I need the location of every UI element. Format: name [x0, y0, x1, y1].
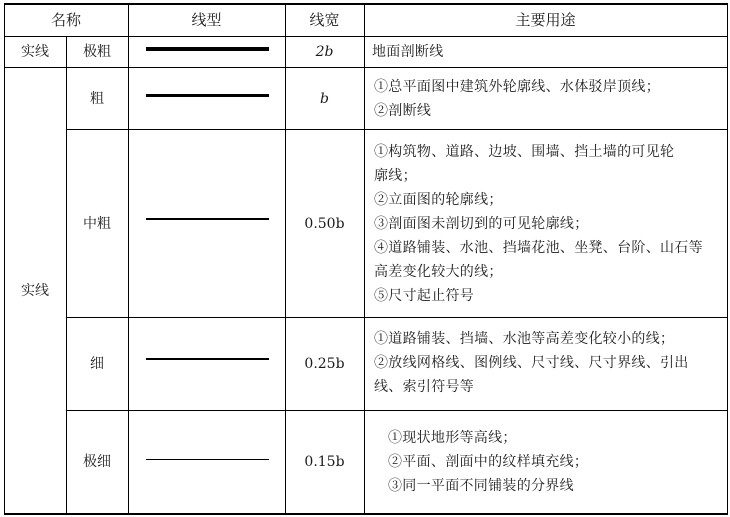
header-usage: 主要用途: [515, 10, 576, 29]
header-linetype: 线型: [191, 10, 222, 29]
header-width: 线宽: [309, 10, 340, 29]
row5-width: 0.15b: [304, 454, 345, 470]
row4-line-sample: [146, 358, 269, 360]
row5-usage: ①现状地形等高线； ②平面、剖面中的纹样填充线； ③同一平面不同铺装的分界线: [388, 430, 589, 494]
rule-row4: [66, 410, 728, 411]
row1-category: 实线: [21, 44, 49, 60]
row1-subtype: 极粗: [83, 44, 111, 60]
row3-width: 0.50b: [304, 215, 345, 232]
row2-usage: ①总平面图中建筑外轮廓线、水体驳岸顶线； ②剖断线: [374, 79, 660, 119]
row5-line-sample: [146, 459, 269, 460]
row4-subtype: 细: [90, 356, 104, 372]
row4-width: 0.25b: [304, 356, 345, 372]
rule-usage-left: [364, 3, 365, 515]
header-name: 名称: [50, 10, 81, 29]
row1-width: 2b: [315, 44, 334, 60]
rule-row2: [66, 129, 728, 130]
row1-line-sample: [146, 47, 269, 51]
row2-line-sample: [146, 94, 269, 97]
row3-line-sample: [146, 218, 269, 220]
rule-bottom: [4, 513, 728, 515]
rule-right: [727, 3, 728, 515]
row2-subtype: 粗: [90, 90, 104, 107]
merged-category: 实线: [21, 282, 49, 299]
row5-subtype: 极细: [83, 454, 111, 470]
row3-subtype: 中粗: [83, 215, 111, 232]
rule-row3: [66, 317, 728, 318]
rule-linetype-left: [128, 3, 129, 515]
row4-usage: ①道路铺装、挡墙、水池等高差变化较小的线； ②放线网格线、图例线、尺寸线、尺寸界线、引出 线、索引符号等: [374, 331, 689, 395]
row2-width: b: [320, 90, 329, 107]
row3-usage: ①构筑物、道路、边坡、围墙、挡土墙的可见轮 廓线； ②立面图的轮廓线； ③剖面图未剖切到的可见轮廓线； ④道路铺装、水池、挡墙花池、坐凳、台阶、山石等 高差变化较大的线； ⑤尺寸起止符号: [374, 144, 703, 304]
row1-usage: 地面剖断线: [372, 44, 444, 60]
